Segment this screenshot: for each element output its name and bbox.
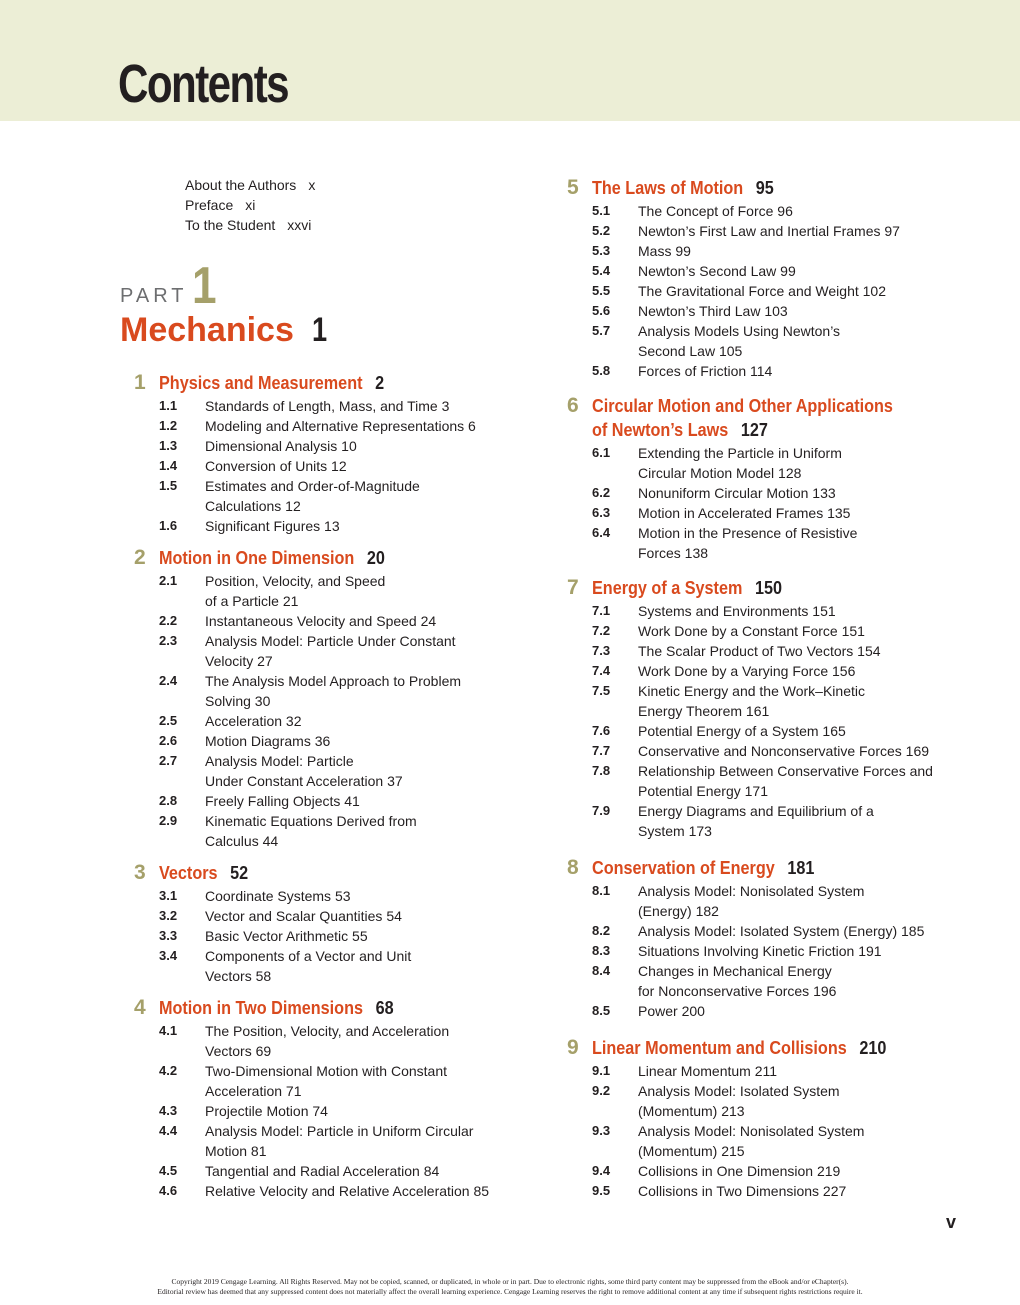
section-title: Systems and Environments 151 — [638, 603, 836, 619]
chapter-title: Physics and Measurement — [159, 373, 363, 393]
section-title: for Nonconservative Forces 196 — [638, 983, 837, 999]
section-title: Changes in Mechanical Energy — [638, 963, 832, 979]
chapter-title-link[interactable] — [159, 371, 384, 395]
section-title: Basic Vector Arithmetic 55 — [205, 928, 368, 944]
section-title: Analysis Model: Nonisolated System — [638, 1123, 865, 1139]
section-title: Mass 99 — [638, 243, 691, 259]
section-number: 3.3 — [159, 928, 178, 943]
section-title: Vector and Scalar Quantities 54 — [205, 908, 402, 924]
section-number: 7.9 — [592, 803, 611, 818]
section-title: Dimensional Analysis 10 — [205, 438, 357, 454]
section-title: Conversion of Units 12 — [205, 458, 347, 474]
section-title: Motion in Accelerated Frames 135 — [638, 505, 851, 521]
section-title: Acceleration 71 — [205, 1083, 302, 1099]
section-title: Conservative and Nonconservative Forces 169 — [638, 743, 930, 759]
section-number: 8.4 — [592, 963, 611, 978]
section-title: Projectile Motion 74 — [205, 1103, 328, 1119]
section-number: 5.5 — [592, 283, 611, 298]
section-number: 2.1 — [159, 573, 178, 588]
chapter-title-link[interactable] — [159, 546, 385, 570]
chapter-number: 4 — [134, 996, 146, 1019]
section-title: Motion Diagrams 36 — [205, 733, 331, 749]
section-title: Coordinate Systems 53 — [205, 888, 351, 904]
chapter-title-link[interactable] — [159, 861, 248, 885]
section-number: 9.3 — [592, 1123, 611, 1138]
chapter-page: 181 — [787, 858, 815, 878]
section-title: Analysis Model: Isolated System — [638, 1083, 840, 1099]
chapter-page: 2 — [375, 373, 385, 393]
section-number: 1.2 — [159, 418, 178, 433]
chapter-page: 20 — [366, 548, 385, 568]
chapter-title: Linear Momentum and Collisions — [592, 1038, 847, 1058]
section-number: 7.2 — [592, 623, 611, 638]
section-title: of a Particle 21 — [205, 593, 299, 609]
section-title: Standards of Length, Mass, and Time 3 — [205, 398, 450, 414]
section-title: (Momentum) 213 — [638, 1103, 745, 1119]
section-number: 5.3 — [592, 243, 611, 258]
copyright-line: Copyright 2019 Cengage Learning. All Rights Reserved. May not be copied, scanned, or duplicated, in whole or in part. Due to electronic rights, some third party content may be suppressed from the eBook and/or eChapter(s). — [171, 1277, 849, 1286]
section-number: 7.4 — [592, 663, 611, 678]
section-title: Under Constant Acceleration 37 — [205, 773, 403, 789]
section-number: 7.1 — [592, 603, 611, 618]
section-number: 2.6 — [159, 733, 178, 748]
section-title: Instantaneous Velocity and Speed 24 — [205, 613, 437, 629]
section-number: 1.3 — [159, 438, 178, 453]
section-number: 2.5 — [159, 713, 178, 728]
part-page: 1 — [312, 311, 328, 349]
chapter-title: Vectors — [159, 863, 218, 883]
section-title: (Energy) 182 — [638, 903, 719, 919]
part-label: PART — [120, 285, 188, 307]
section-title: Motion in the Presence of Resistive — [638, 525, 858, 541]
section-title: Work Done by a Varying Force 156 — [638, 663, 856, 679]
section-number: 4.5 — [159, 1163, 178, 1178]
chapter-title-link[interactable] — [592, 856, 814, 880]
section-number: 8.2 — [592, 923, 611, 938]
section-number: 8.1 — [592, 883, 611, 898]
section-title: Acceleration 32 — [205, 713, 302, 729]
section-title: Analysis Model: Particle in Uniform Circular — [205, 1123, 474, 1139]
section-title: The Analysis Model Approach to Problem — [205, 673, 462, 689]
section-title: The Position, Velocity, and Acceleration — [205, 1023, 450, 1039]
part-title[interactable]: Mechanics — [120, 311, 294, 349]
section-title: Calculations 12 — [205, 498, 301, 514]
chapter-page: 52 — [230, 863, 249, 883]
section-number: 2.4 — [159, 673, 178, 688]
front-matter-item[interactable]: To the Student xxvi — [185, 217, 312, 233]
section-title: Motion 81 — [205, 1143, 267, 1159]
section-title: Linear Momentum 211 — [638, 1063, 778, 1079]
chapter-page: 68 — [375, 998, 394, 1018]
section-title: Analysis Model: Isolated System (Energy) 185 — [638, 923, 925, 939]
section-number: 2.3 — [159, 633, 178, 648]
chapter-number: 9 — [567, 1036, 579, 1059]
section-number: 5.2 — [592, 223, 611, 238]
section-title: Tangential and Radial Acceleration 84 — [205, 1163, 440, 1179]
section-title: Energy Theorem 161 — [638, 703, 770, 719]
chapter-title: Energy of a System — [592, 578, 743, 598]
section-number: 5.4 — [592, 263, 611, 278]
chapter-title-link[interactable] — [592, 394, 893, 442]
section-title: Relationship Between Conservative Forces and — [638, 763, 933, 779]
section-title: Extending the Particle in Uniform — [638, 445, 842, 461]
section-title: The Gravitational Force and Weight 102 — [638, 283, 886, 299]
section-title: Forces of Friction 114 — [638, 363, 773, 379]
chapter-number: 1 — [134, 371, 146, 394]
section-title: Kinematic Equations Derived from — [205, 813, 417, 829]
section-title: System 173 — [638, 823, 712, 839]
section-number: 3.2 — [159, 908, 178, 923]
section-title: Relative Velocity and Relative Acceleration 85 — [205, 1183, 490, 1199]
section-title: Newton’s Second Law 99 — [638, 263, 796, 279]
section-title: The Concept of Force 96 — [638, 203, 793, 219]
section-number: 7.3 — [592, 643, 611, 658]
chapter-page: 210 — [859, 1038, 887, 1058]
chapter-title: Motion in One Dimension — [159, 548, 355, 568]
chapter-number: 6 — [567, 394, 579, 417]
section-number: 5.6 — [592, 303, 611, 318]
chapter-number: 3 — [134, 861, 146, 884]
section-number: 3.1 — [159, 888, 178, 903]
section-number: 4.6 — [159, 1183, 178, 1198]
chapter-title: Conservation of Energy — [592, 858, 775, 878]
page-number: v — [946, 1212, 957, 1232]
section-number: 2.9 — [159, 813, 178, 828]
section-number: 1.4 — [159, 458, 178, 473]
chapter-page: 95 — [755, 178, 774, 198]
section-number: 1.5 — [159, 478, 178, 493]
section-number: 8.5 — [592, 1003, 611, 1018]
section-title: Forces 138 — [638, 545, 709, 561]
section-number: 4.2 — [159, 1063, 178, 1078]
section-title: Vectors 58 — [205, 968, 272, 984]
section-title: Potential Energy of a System 165 — [638, 723, 846, 739]
section-title: Position, Velocity, and Speed — [205, 573, 386, 589]
section-title: Freely Falling Objects 41 — [205, 793, 360, 809]
section-title: Estimates and Order-of-Magnitude — [205, 478, 420, 494]
page-title: Contents — [118, 54, 289, 114]
chapter-title: Circular Motion and Other Applications — [592, 396, 893, 416]
chapter-number: 2 — [134, 546, 146, 569]
part-number: 1 — [192, 257, 217, 315]
section-title: Nonuniform Circular Motion 133 — [638, 485, 836, 501]
section-number: 7.6 — [592, 723, 611, 738]
section-number: 4.1 — [159, 1023, 178, 1038]
section-title: Potential Energy 171 — [638, 783, 768, 799]
chapter-title-line2: of Newton’s Laws — [592, 420, 729, 440]
section-number: 7.8 — [592, 763, 611, 778]
front-matter-item[interactable]: About the Authors x — [185, 177, 316, 193]
copyright-notice — [0, 1277, 1020, 1297]
section-number: 2.8 — [159, 793, 178, 808]
section-title: Significant Figures 13 — [205, 518, 340, 534]
section-title: Analysis Model: Nonisolated System — [638, 883, 865, 899]
section-number: 5.8 — [592, 363, 611, 378]
chapter-title: The Laws of Motion — [592, 178, 744, 198]
section-title: Solving 30 — [205, 693, 271, 709]
section-number: 1.1 — [159, 398, 178, 413]
section-number: 4.3 — [159, 1103, 178, 1118]
front-matter-item[interactable]: Preface xi — [185, 197, 256, 213]
section-number: 6.1 — [592, 445, 611, 460]
section-title: Collisions in One Dimension 219 — [638, 1163, 841, 1179]
chapter-title-link[interactable] — [592, 176, 774, 200]
section-number: 7.5 — [592, 683, 611, 698]
section-number: 9.1 — [592, 1063, 611, 1078]
section-title: (Momentum) 215 — [638, 1143, 745, 1159]
section-number: 9.5 — [592, 1183, 611, 1198]
section-number: 9.4 — [592, 1163, 611, 1178]
section-number: 8.3 — [592, 943, 611, 958]
section-number: 5.1 — [592, 203, 611, 218]
chapter-title-link[interactable] — [159, 996, 394, 1020]
section-number: 6.4 — [592, 525, 611, 540]
section-title: Kinetic Energy and the Work–Kinetic — [638, 683, 865, 699]
section-title: The Scalar Product of Two Vectors 154 — [638, 643, 881, 659]
section-number: 6.2 — [592, 485, 611, 500]
chapter-number: 8 — [567, 856, 579, 879]
section-title: Second Law 105 — [638, 343, 743, 359]
section-title: Analysis Models Using Newton’s — [638, 323, 841, 339]
section-number: 6.3 — [592, 505, 611, 520]
section-number: 4.4 — [159, 1123, 178, 1138]
section-title: Newton’s First Law and Inertial Frames 97 — [638, 223, 900, 239]
chapter-page: 150 — [754, 578, 782, 598]
chapter-number: 7 — [567, 576, 579, 599]
section-title: Situations Involving Kinetic Friction 191 — [638, 943, 882, 959]
section-title: Collisions in Two Dimensions 227 — [638, 1183, 847, 1199]
section-title: Components of a Vector and Unit — [205, 948, 412, 964]
section-title: Circular Motion Model 128 — [638, 465, 802, 481]
section-number: 7.7 — [592, 743, 611, 758]
chapter-page: 127 — [740, 420, 768, 440]
section-title: Modeling and Alternative Representations 6 — [205, 418, 476, 434]
section-number: 1.6 — [159, 518, 178, 533]
section-title: Newton’s Third Law 103 — [638, 303, 788, 319]
chapter-title-link[interactable] — [592, 576, 782, 600]
section-number: 3.4 — [159, 948, 178, 963]
section-title: Work Done by a Constant Force 151 — [638, 623, 865, 639]
chapter-number: 5 — [567, 176, 579, 199]
section-title: Velocity 27 — [205, 653, 273, 669]
section-title: Energy Diagrams and Equilibrium of a — [638, 803, 874, 819]
section-title: Analysis Model: Particle Under Constant — [205, 633, 456, 649]
section-number: 2.2 — [159, 613, 178, 628]
section-number: 9.2 — [592, 1083, 611, 1098]
section-number: 2.7 — [159, 753, 178, 768]
section-title: Vectors 69 — [205, 1043, 272, 1059]
section-title: Power 200 — [638, 1003, 705, 1019]
section-title: Analysis Model: Particle — [205, 753, 354, 769]
chapter-title-link[interactable] — [592, 1036, 886, 1060]
section-title: Two-Dimensional Motion with Constant — [205, 1063, 447, 1079]
chapter-title: Motion in Two Dimensions — [159, 998, 363, 1018]
section-title: Calculus 44 — [205, 833, 279, 849]
copyright-line: Editorial review has deemed that any suppressed content does not materially affect the overall learning experience. Cengage Learning reserves the right to remove additional content at any time if subsequent rights restrictions require it. — [157, 1287, 863, 1296]
section-number: 5.7 — [592, 323, 611, 338]
